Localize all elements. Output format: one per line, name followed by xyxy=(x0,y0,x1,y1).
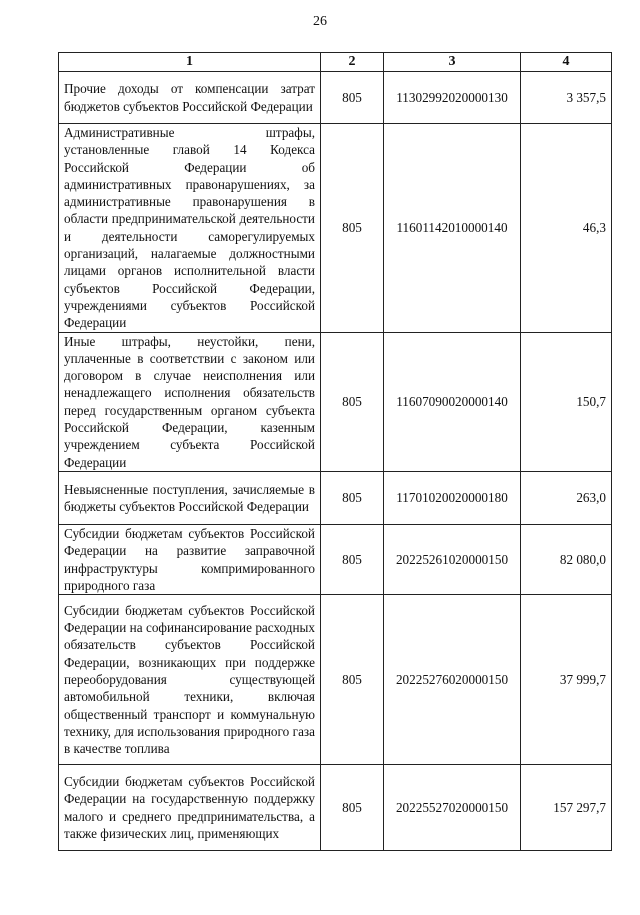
table-row xyxy=(59,72,612,124)
row-name: Субсидии бюджетам субъектов Российской Федерации на развитие заправочной инфраструктуры компримированного природного газа xyxy=(59,524,321,594)
row-name: Административные штрафы, установленные главой 14 Кодекса Российской Федерации об административных правонарушениях, за административные правонарушения в области предпринимательской деятельности и деятельности саморегулируемых организаций, налагаемые должностными лицами органов исполнительной власти субъектов Российской Федерации, учреждениями субъектов Российской Федерации xyxy=(59,124,321,333)
row-admin-code: 805 xyxy=(321,595,384,765)
row-amount: 82 080,0 xyxy=(521,524,612,594)
row-amount: 46,3 xyxy=(521,124,612,333)
row-amount: 3 357,5 xyxy=(521,72,612,124)
row-amount: 263,0 xyxy=(521,471,612,524)
revenue-table xyxy=(58,52,612,851)
table-row xyxy=(59,765,612,851)
row-name: Прочие доходы от компенсации затрат бюджетов субъектов Российской Федерации xyxy=(59,72,321,124)
column-header-1: 1 xyxy=(59,53,321,72)
column-header-4: 4 xyxy=(521,53,612,72)
row-budget-code: 20225527020000150 xyxy=(384,765,521,851)
row-amount: 37 999,7 xyxy=(521,595,612,765)
table-row xyxy=(59,471,612,524)
column-header-3: 3 xyxy=(384,53,521,72)
row-admin-code: 805 xyxy=(321,332,384,471)
row-amount: 150,7 xyxy=(521,332,612,471)
table-row xyxy=(59,595,612,765)
row-budget-code: 11607090020000140 xyxy=(384,332,521,471)
row-name: Субсидии бюджетам субъектов Российской Федерации на софинансирование расходных обязательств субъектов Российской Федерации, возникающих при поддержке переоборудования существующей автомобильной техники, включая общественный транспорт и коммунальную технику, для использования природного газа в качестве топлива xyxy=(59,595,321,765)
page-number: 26 xyxy=(313,14,327,29)
column-header-2: 2 xyxy=(321,53,384,72)
row-admin-code: 805 xyxy=(321,124,384,333)
table-row xyxy=(59,124,612,333)
row-admin-code: 805 xyxy=(321,524,384,594)
table-header-row xyxy=(59,53,612,72)
row-name: Иные штрафы, неустойки, пени, уплаченные в соответствии с законом или договором в случае неисполнения или ненадлежащего исполнения обязательств перед государственным органом субъекта Российской Федерации, казенным учреждением субъекта Российской Федерации xyxy=(59,332,321,471)
row-admin-code: 805 xyxy=(321,72,384,124)
row-budget-code: 20225261020000150 xyxy=(384,524,521,594)
row-budget-code: 11302992020000130 xyxy=(384,72,521,124)
table-row xyxy=(59,524,612,594)
row-amount: 157 297,7 xyxy=(521,765,612,851)
row-budget-code: 11701020020000180 xyxy=(384,471,521,524)
row-admin-code: 805 xyxy=(321,471,384,524)
row-budget-code: 11601142010000140 xyxy=(384,124,521,333)
row-admin-code: 805 xyxy=(321,765,384,851)
table-row xyxy=(59,332,612,471)
row-name: Невыясненные поступления, зачисляемые в бюджеты субъектов Российской Федерации xyxy=(59,471,321,524)
row-budget-code: 20225276020000150 xyxy=(384,595,521,765)
row-name: Субсидии бюджетам субъектов Российской Федерации на государственную поддержку малого и среднего предпринимательства, а также физических лиц, применяющих xyxy=(59,765,321,851)
